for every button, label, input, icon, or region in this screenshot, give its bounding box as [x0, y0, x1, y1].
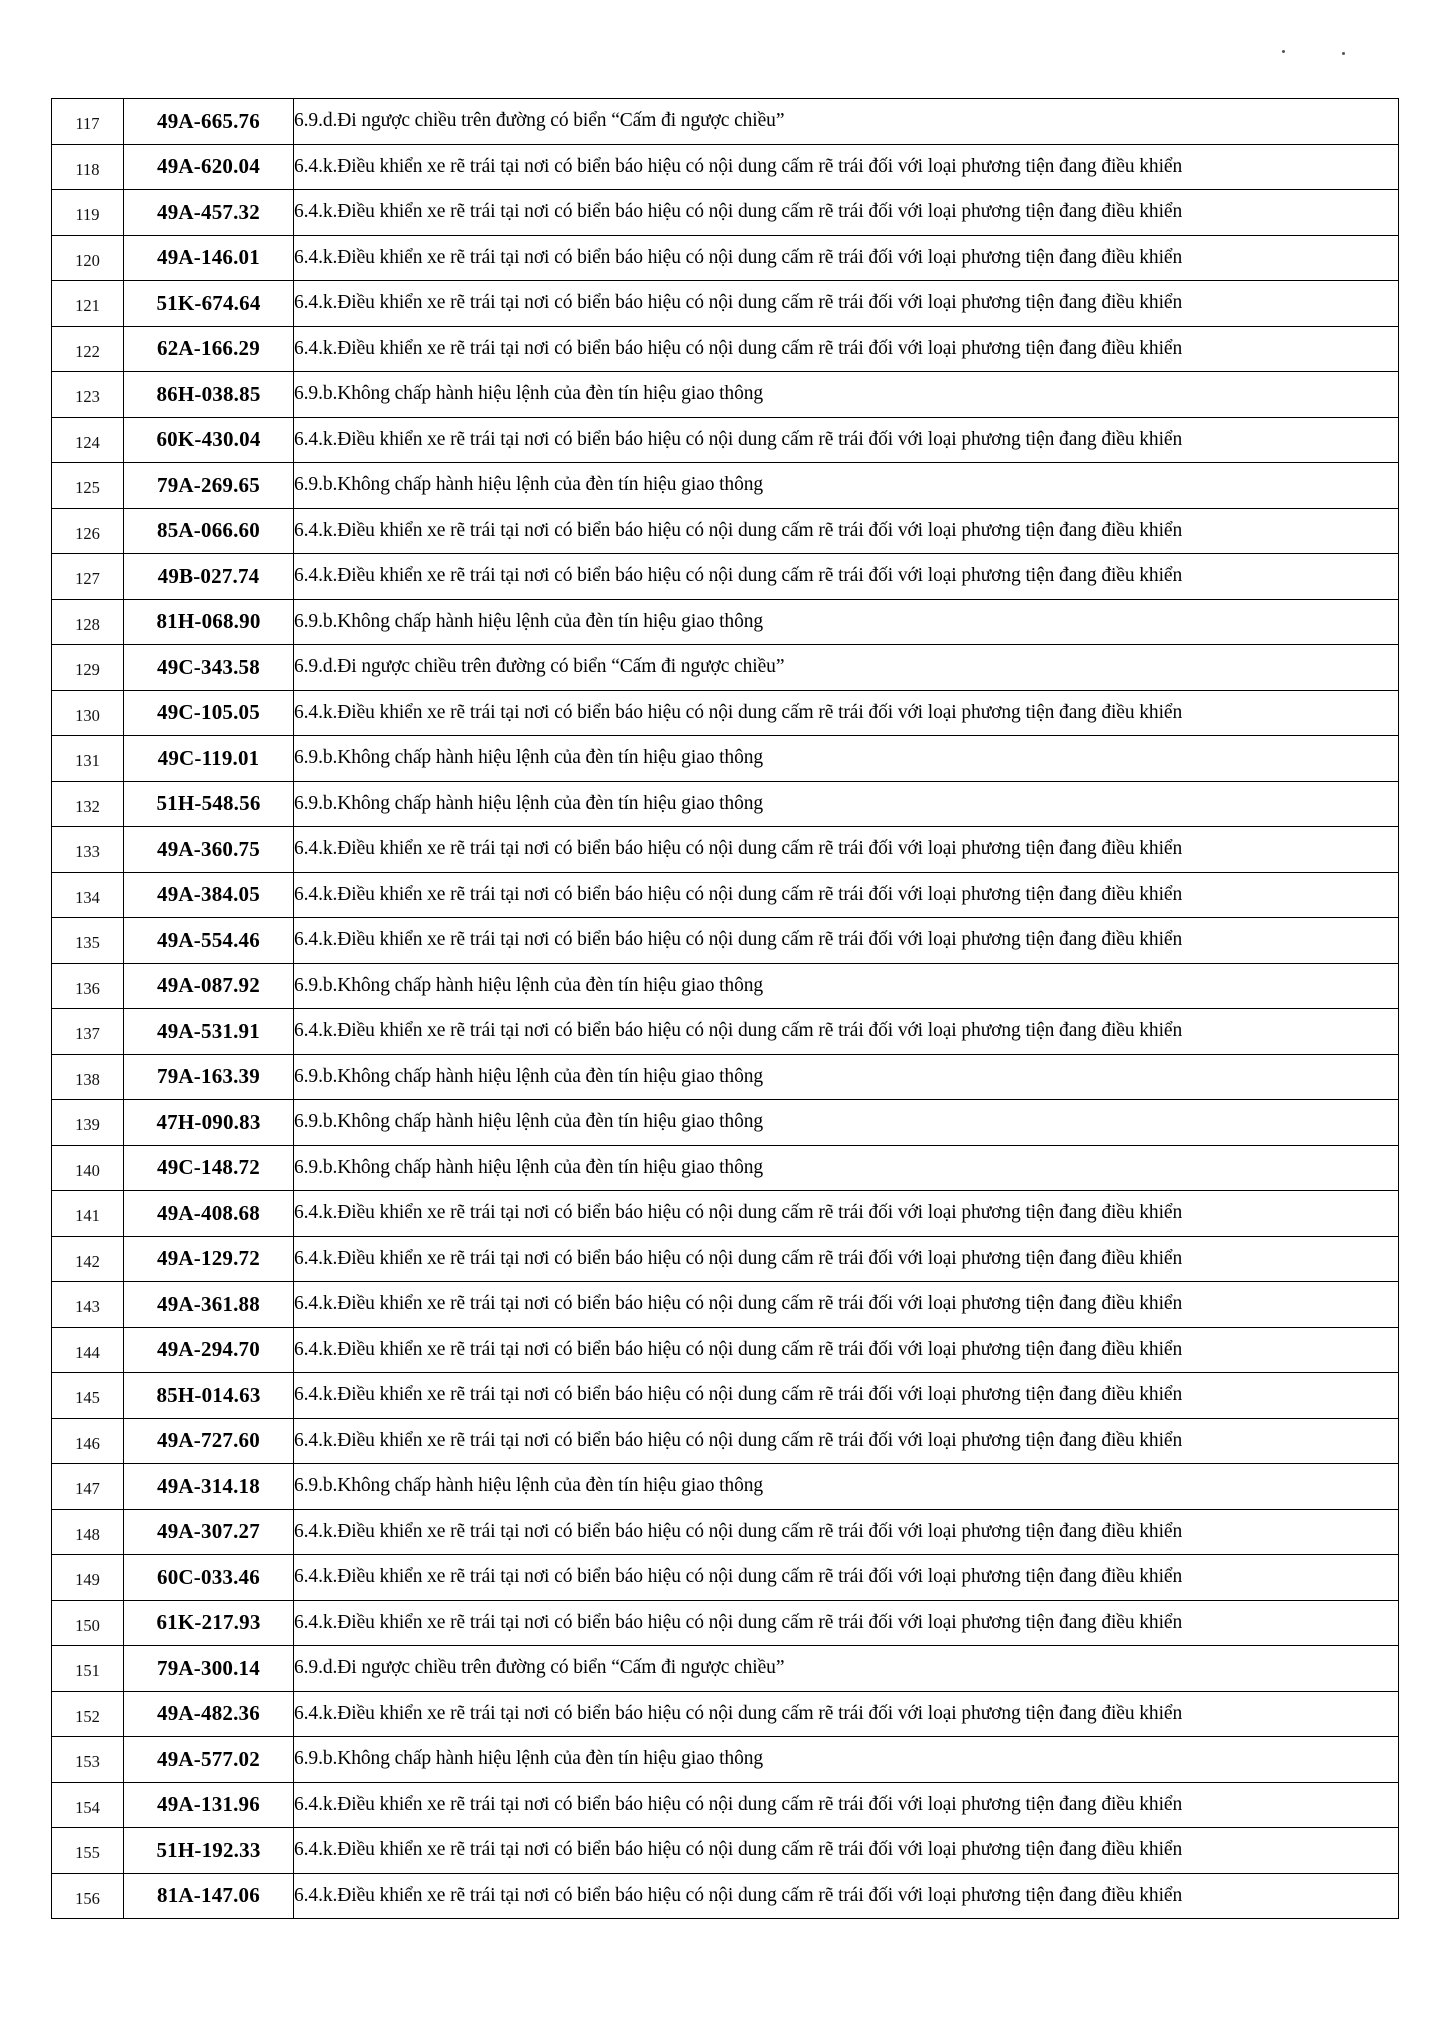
row-index-cell: [52, 827, 124, 873]
row-index-cell: [52, 736, 124, 782]
row-index-value: 136: [75, 978, 100, 998]
violation-description-cell: 6.9.b.Không chấp hành hiệu lệnh của đèn tín hiệu giao thông: [294, 463, 1399, 509]
table-row: [52, 1873, 1399, 1919]
license-plate-cell: 49A-294.70: [124, 1327, 294, 1373]
row-index-cell: [52, 963, 124, 1009]
license-plate-cell: 49C-105.05: [124, 690, 294, 736]
row-index-value: 152: [75, 1706, 100, 1726]
violation-description-cell: 6.4.k.Điều khiển xe rẽ trái tại nơi có biển báo hiệu có nội dung cấm rẽ trái đối với loại phương tiện đang điều khiển: [294, 235, 1399, 281]
table-row: [52, 99, 1399, 145]
row-index-value: 141: [75, 1206, 100, 1226]
row-index-value: 149: [75, 1570, 100, 1590]
license-plate-cell: 49C-148.72: [124, 1145, 294, 1191]
row-index-cell: [52, 281, 124, 327]
license-plate-cell: 49B-027.74: [124, 554, 294, 600]
row-index-cell: [52, 1282, 124, 1328]
registration-dot-left: [1282, 50, 1285, 53]
license-plate-cell: 49A-314.18: [124, 1464, 294, 1510]
license-plate-cell: 86H-038.85: [124, 372, 294, 418]
license-plate-cell: 81H-068.90: [124, 599, 294, 645]
row-index-cell: [52, 417, 124, 463]
license-plate-cell: 49A-482.36: [124, 1691, 294, 1737]
row-index-cell: [52, 1373, 124, 1419]
row-index-value: 123: [75, 387, 100, 407]
row-index-value: 155: [75, 1843, 100, 1863]
violation-description-cell: 6.4.k.Điều khiển xe rẽ trái tại nơi có biển báo hiệu có nội dung cấm rẽ trái đối với loại phương tiện đang điều khiển: [294, 1873, 1399, 1919]
license-plate-cell: 85H-014.63: [124, 1373, 294, 1419]
row-index-value: 133: [75, 842, 100, 862]
row-index-value: 128: [75, 614, 100, 634]
license-plate-cell: 49C-119.01: [124, 736, 294, 782]
violation-description-cell: 6.9.b.Không chấp hành hiệu lệnh của đèn tín hiệu giao thông: [294, 1464, 1399, 1510]
violation-description-cell: 6.4.k.Điều khiển xe rẽ trái tại nơi có biển báo hiệu có nội dung cấm rẽ trái đối với loại phương tiện đang điều khiển: [294, 1191, 1399, 1237]
row-index-value: 146: [75, 1433, 100, 1453]
violation-description-cell: 6.4.k.Điều khiển xe rẽ trái tại nơi có biển báo hiệu có nội dung cấm rẽ trái đối với loại phương tiện đang điều khiển: [294, 417, 1399, 463]
license-plate-cell: 79A-163.39: [124, 1054, 294, 1100]
table-row: [52, 1100, 1399, 1146]
table-row: [52, 144, 1399, 190]
row-index-value: 121: [75, 296, 100, 316]
row-index-value: 125: [75, 478, 100, 498]
license-plate-cell: 49A-727.60: [124, 1418, 294, 1464]
violation-description-cell: 6.4.k.Điều khiển xe rẽ trái tại nơi có biển báo hiệu có nội dung cấm rẽ trái đối với loại phương tiện đang điều khiển: [294, 690, 1399, 736]
license-plate-cell: 49A-408.68: [124, 1191, 294, 1237]
violation-description-cell: 6.4.k.Điều khiển xe rẽ trái tại nơi có biển báo hiệu có nội dung cấm rẽ trái đối với loại phương tiện đang điều khiển: [294, 827, 1399, 873]
violation-description-cell: 6.4.k.Điều khiển xe rẽ trái tại nơi có biển báo hiệu có nội dung cấm rẽ trái đối với loại phương tiện đang điều khiển: [294, 1782, 1399, 1828]
table-row: [52, 1646, 1399, 1692]
violation-description-cell: 6.4.k.Điều khiển xe rẽ trái tại nơi có biển báo hiệu có nội dung cấm rẽ trái đối với loại phương tiện đang điều khiển: [294, 554, 1399, 600]
row-index-cell: [52, 326, 124, 372]
license-plate-cell: 51H-192.33: [124, 1828, 294, 1874]
table-row: [52, 1555, 1399, 1601]
violation-description-cell: 6.9.b.Không chấp hành hiệu lệnh của đèn tín hiệu giao thông: [294, 781, 1399, 827]
row-index-cell: [52, 1236, 124, 1282]
license-plate-cell: 49A-307.27: [124, 1509, 294, 1555]
table-row: [52, 1145, 1399, 1191]
row-index-value: 130: [75, 705, 100, 725]
violation-description-cell: 6.9.d.Đi ngược chiều trên đường có biển “Cấm đi ngược chiều”: [294, 99, 1399, 145]
license-plate-cell: 47H-090.83: [124, 1100, 294, 1146]
table-row: [52, 1828, 1399, 1874]
violations-table-body: [52, 99, 1399, 1919]
row-index-cell: [52, 1191, 124, 1237]
table-row: [52, 1282, 1399, 1328]
table-row: [52, 1327, 1399, 1373]
table-row: [52, 599, 1399, 645]
row-index-cell: [52, 190, 124, 236]
violation-description-cell: 6.9.b.Không chấp hành hiệu lệnh của đèn tín hiệu giao thông: [294, 372, 1399, 418]
violation-description-cell: 6.9.b.Không chấp hành hiệu lệnh của đèn tín hiệu giao thông: [294, 1737, 1399, 1783]
violation-description-cell: 6.9.d.Đi ngược chiều trên đường có biển “Cấm đi ngược chiều”: [294, 1646, 1399, 1692]
license-plate-cell: 49A-146.01: [124, 235, 294, 281]
row-index-cell: [52, 1327, 124, 1373]
row-index-value: 153: [75, 1752, 100, 1772]
table-row: [52, 1600, 1399, 1646]
violation-description-cell: 6.4.k.Điều khiển xe rẽ trái tại nơi có biển báo hiệu có nội dung cấm rẽ trái đối với loại phương tiện đang điều khiển: [294, 190, 1399, 236]
table-row: [52, 463, 1399, 509]
row-index-cell: [52, 1418, 124, 1464]
license-plate-cell: 49A-457.32: [124, 190, 294, 236]
table-row: [52, 190, 1399, 236]
violation-description-cell: 6.9.b.Không chấp hành hiệu lệnh của đèn tín hiệu giao thông: [294, 1054, 1399, 1100]
license-plate-cell: 49A-129.72: [124, 1236, 294, 1282]
row-index-cell: [52, 1873, 124, 1919]
row-index-cell: [52, 1464, 124, 1510]
license-plate-cell: 49A-384.05: [124, 872, 294, 918]
table-row: [52, 918, 1399, 964]
row-index-value: 154: [75, 1797, 100, 1817]
violation-description-cell: 6.4.k.Điều khiển xe rẽ trái tại nơi có biển báo hiệu có nội dung cấm rẽ trái đối với loại phương tiện đang điều khiển: [294, 1009, 1399, 1055]
violation-description-cell: 6.4.k.Điều khiển xe rẽ trái tại nơi có biển báo hiệu có nội dung cấm rẽ trái đối với loại phương tiện đang điều khiển: [294, 326, 1399, 372]
violation-description-cell: 6.4.k.Điều khiển xe rẽ trái tại nơi có biển báo hiệu có nội dung cấm rẽ trái đối với loại phương tiện đang điều khiển: [294, 1236, 1399, 1282]
row-index-value: 117: [75, 114, 100, 134]
row-index-value: 151: [75, 1661, 100, 1681]
license-plate-cell: 60C-033.46: [124, 1555, 294, 1601]
row-index-value: 118: [75, 159, 100, 179]
row-index-value: 147: [75, 1479, 100, 1499]
row-index-cell: [52, 1600, 124, 1646]
table-row: [52, 827, 1399, 873]
table-row: [52, 235, 1399, 281]
row-index-cell: [52, 1737, 124, 1783]
row-index-value: 122: [75, 341, 100, 361]
license-plate-cell: 81A-147.06: [124, 1873, 294, 1919]
row-index-cell: [52, 918, 124, 964]
license-plate-cell: 51H-548.56: [124, 781, 294, 827]
violation-description-cell: 6.4.k.Điều khiển xe rẽ trái tại nơi có biển báo hiệu có nội dung cấm rẽ trái đối với loại phương tiện đang điều khiển: [294, 1373, 1399, 1419]
table-row: [52, 372, 1399, 418]
row-index-value: 140: [75, 1160, 100, 1180]
row-index-value: 156: [75, 1888, 100, 1908]
row-index-value: 143: [75, 1297, 100, 1317]
row-index-cell: [52, 1782, 124, 1828]
violation-description-cell: 6.9.b.Không chấp hành hiệu lệnh của đèn tín hiệu giao thông: [294, 736, 1399, 782]
row-index-value: 144: [75, 1342, 100, 1362]
violation-description-cell: 6.4.k.Điều khiển xe rẽ trái tại nơi có biển báo hiệu có nội dung cấm rẽ trái đối với loại phương tiện đang điều khiển: [294, 1828, 1399, 1874]
license-plate-cell: 79A-269.65: [124, 463, 294, 509]
row-index-cell: [52, 1828, 124, 1874]
license-plate-cell: 49A-554.46: [124, 918, 294, 964]
row-index-cell: [52, 554, 124, 600]
violation-description-cell: 6.4.k.Điều khiển xe rẽ trái tại nơi có biển báo hiệu có nội dung cấm rẽ trái đối với loại phương tiện đang điều khiển: [294, 281, 1399, 327]
row-index-value: 132: [75, 796, 100, 816]
table-row: [52, 508, 1399, 554]
row-index-value: 135: [75, 933, 100, 953]
table-row: [52, 963, 1399, 1009]
row-index-cell: [52, 463, 124, 509]
table-row: [52, 690, 1399, 736]
table-row: [52, 554, 1399, 600]
row-index-value: 124: [75, 432, 100, 452]
license-plate-cell: 85A-066.60: [124, 508, 294, 554]
table-row: [52, 417, 1399, 463]
table-row: [52, 1373, 1399, 1419]
row-index-value: 145: [75, 1388, 100, 1408]
row-index-value: 139: [75, 1115, 100, 1135]
table-row: [52, 326, 1399, 372]
row-index-cell: [52, 645, 124, 691]
license-plate-cell: 49A-131.96: [124, 1782, 294, 1828]
violation-description-cell: 6.4.k.Điều khiển xe rẽ trái tại nơi có biển báo hiệu có nội dung cấm rẽ trái đối với loại phương tiện đang điều khiển: [294, 1600, 1399, 1646]
row-index-cell: [52, 1509, 124, 1555]
violation-description-cell: 6.4.k.Điều khiển xe rẽ trái tại nơi có biển báo hiệu có nội dung cấm rẽ trái đối với loại phương tiện đang điều khiển: [294, 1509, 1399, 1555]
row-index-cell: [52, 144, 124, 190]
violation-description-cell: 6.4.k.Điều khiển xe rẽ trái tại nơi có biển báo hiệu có nội dung cấm rẽ trái đối với loại phương tiện đang điều khiển: [294, 144, 1399, 190]
violation-description-cell: 6.9.b.Không chấp hành hiệu lệnh của đèn tín hiệu giao thông: [294, 1145, 1399, 1191]
row-index-value: 127: [75, 569, 100, 589]
violation-description-cell: 6.4.k.Điều khiển xe rẽ trái tại nơi có biển báo hiệu có nội dung cấm rẽ trái đối với loại phương tiện đang điều khiển: [294, 918, 1399, 964]
table-row: [52, 1464, 1399, 1510]
table-row: [52, 1191, 1399, 1237]
row-index-cell: [52, 781, 124, 827]
table-row: [52, 1691, 1399, 1737]
license-plate-cell: 49A-361.88: [124, 1282, 294, 1328]
table-row: [52, 781, 1399, 827]
row-index-value: 119: [75, 205, 100, 225]
license-plate-cell: 49C-343.58: [124, 645, 294, 691]
row-index-cell: [52, 1691, 124, 1737]
license-plate-cell: 49A-620.04: [124, 144, 294, 190]
license-plate-cell: 61K-217.93: [124, 1600, 294, 1646]
row-index-cell: [52, 372, 124, 418]
violation-description-cell: 6.4.k.Điều khiển xe rẽ trái tại nơi có biển báo hiệu có nội dung cấm rẽ trái đối với loại phương tiện đang điều khiển: [294, 1282, 1399, 1328]
license-plate-cell: 51K-674.64: [124, 281, 294, 327]
row-index-cell: [52, 508, 124, 554]
row-index-value: 134: [75, 887, 100, 907]
violation-description-cell: 6.4.k.Điều khiển xe rẽ trái tại nơi có biển báo hiệu có nội dung cấm rẽ trái đối với loại phương tiện đang điều khiển: [294, 872, 1399, 918]
row-index-value: 129: [75, 660, 100, 680]
table-row: [52, 1054, 1399, 1100]
row-index-cell: [52, 1646, 124, 1692]
row-index-value: 131: [75, 751, 100, 771]
license-plate-cell: 79A-300.14: [124, 1646, 294, 1692]
row-index-cell: [52, 1555, 124, 1601]
row-index-cell: [52, 235, 124, 281]
violations-table: [51, 98, 1399, 1919]
license-plate-cell: 60K-430.04: [124, 417, 294, 463]
row-index-cell: [52, 872, 124, 918]
row-index-value: 137: [75, 1024, 100, 1044]
table-row: [52, 1236, 1399, 1282]
scan-registration-marks: [1282, 46, 1362, 58]
license-plate-cell: 49A-577.02: [124, 1737, 294, 1783]
violation-description-cell: 6.9.b.Không chấp hành hiệu lệnh của đèn tín hiệu giao thông: [294, 599, 1399, 645]
violation-description-cell: 6.9.b.Không chấp hành hiệu lệnh của đèn tín hiệu giao thông: [294, 1100, 1399, 1146]
table-row: [52, 1509, 1399, 1555]
row-index-cell: [52, 690, 124, 736]
violation-description-cell: 6.4.k.Điều khiển xe rẽ trái tại nơi có biển báo hiệu có nội dung cấm rẽ trái đối với loại phương tiện đang điều khiển: [294, 1327, 1399, 1373]
violation-description-cell: 6.4.k.Điều khiển xe rẽ trái tại nơi có biển báo hiệu có nội dung cấm rẽ trái đối với loại phương tiện đang điều khiển: [294, 508, 1399, 554]
table-row: [52, 1737, 1399, 1783]
license-plate-cell: 49A-531.91: [124, 1009, 294, 1055]
row-index-value: 142: [75, 1251, 100, 1271]
row-index-value: 126: [75, 523, 100, 543]
table-row: [52, 1782, 1399, 1828]
table-row: [52, 1418, 1399, 1464]
license-plate-cell: 49A-360.75: [124, 827, 294, 873]
violations-table-container: [51, 98, 1399, 1919]
row-index-value: 138: [75, 1069, 100, 1089]
violation-description-cell: 6.4.k.Điều khiển xe rẽ trái tại nơi có biển báo hiệu có nội dung cấm rẽ trái đối với loại phương tiện đang điều khiển: [294, 1555, 1399, 1601]
table-row: [52, 281, 1399, 327]
violation-description-cell: 6.9.d.Đi ngược chiều trên đường có biển “Cấm đi ngược chiều”: [294, 645, 1399, 691]
row-index-cell: [52, 1145, 124, 1191]
registration-dot-right: [1342, 52, 1345, 55]
license-plate-cell: 62A-166.29: [124, 326, 294, 372]
row-index-value: 148: [75, 1524, 100, 1544]
violation-description-cell: 6.9.b.Không chấp hành hiệu lệnh của đèn tín hiệu giao thông: [294, 963, 1399, 1009]
row-index-cell: [52, 1100, 124, 1146]
violation-description-cell: 6.4.k.Điều khiển xe rẽ trái tại nơi có biển báo hiệu có nội dung cấm rẽ trái đối với loại phương tiện đang điều khiển: [294, 1691, 1399, 1737]
violation-description-cell: 6.4.k.Điều khiển xe rẽ trái tại nơi có biển báo hiệu có nội dung cấm rẽ trái đối với loại phương tiện đang điều khiển: [294, 1418, 1399, 1464]
row-index-value: 120: [75, 250, 100, 270]
table-row: [52, 736, 1399, 782]
row-index-value: 150: [75, 1615, 100, 1635]
row-index-cell: [52, 99, 124, 145]
row-index-cell: [52, 1054, 124, 1100]
table-row: [52, 1009, 1399, 1055]
table-row: [52, 872, 1399, 918]
row-index-cell: [52, 599, 124, 645]
license-plate-cell: 49A-087.92: [124, 963, 294, 1009]
license-plate-cell: 49A-665.76: [124, 99, 294, 145]
row-index-cell: [52, 1009, 124, 1055]
table-row: [52, 645, 1399, 691]
